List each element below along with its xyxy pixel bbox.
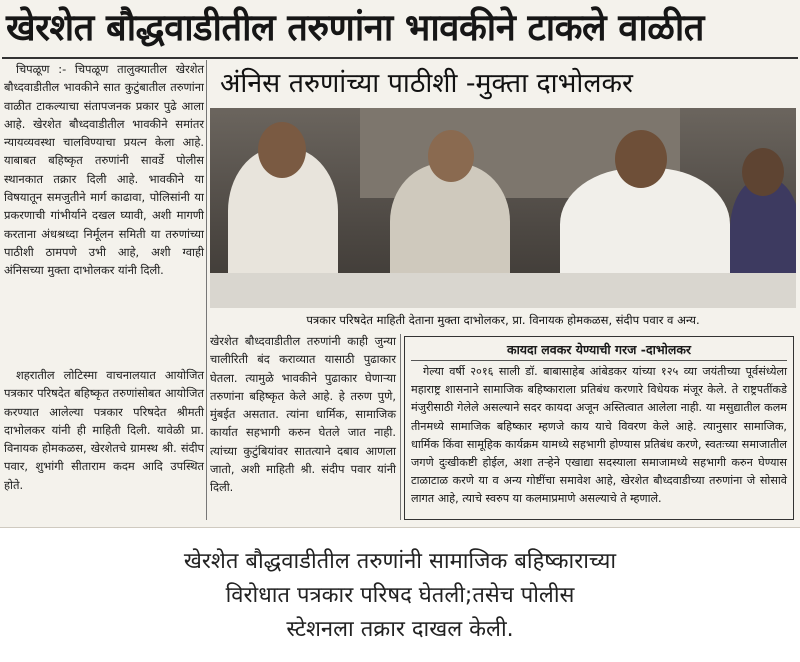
box-title: कायदा लवकर येण्याची गरज -दाभोलकर [411,340,787,361]
summary-line: विरोधात पत्रकार परिषद घेतली;तसेच पोलीस [225,583,575,608]
headline-rule [2,57,798,59]
summary-caption [0,530,800,662]
column-divider [400,334,401,520]
press-conference-photo [210,108,796,308]
subheadline: अंनिस तरुणांच्या पाठीशी -मुक्ता दाभोलकर [220,68,633,99]
left-column-continued [4,366,204,494]
summary-line: खेरशेत बौद्धवाडीतील तरुणांनी सामाजिक बहिष्काराच्या [183,549,617,574]
headline: खेरशेत बौद्धवाडीतील तरुणांना भावकीने टाकले वाळीत [6,6,704,49]
column-divider [206,60,207,520]
summary-line: स्टेशनला तक्रार दाखल केली. [286,617,514,642]
photo-caption: पत्रकार परिषदेत माहिती देताना मुक्ता दाभोलकर, प्रा. विनायक होमकळस, संदीप पवार व अन्य. [306,313,700,327]
left-column-paragraph: चिपळूण :- चिपळूण तालुक्यातील खेरशेत बौध्दवाडीतील भावकीने सात कुटुंबातील तरुणांना वाळीत टाकल्याचा संतापजनक प्रकार पुढे आला आहे. खेरशेत बौध्दवाडीतील भावकीने समांतर न्यायव्यवस्था चालविण्याचा प्रयत्न केला आहे. याबाबत बहिष्कृत तरुणांनी सावर्डे पोलीस स्थानकात तक्रार दिली आहे. भावकीने या विषयातून समजुतीने मार्ग काढावा, पोलिसांनी या प्रकरणाची गांभीर्याने दखल घ्यावी, अशी मागणी करताना अंधश्रध्दा निर्मूलन समिती या तरुणांच्या पाठीशी ठामपणे उभी आहे, अशी ग्वाही अंनिसच्या मुक्ता दाभोलकर यांनी दिली. [4,62,204,278]
left-column-paragraph: शहरातील लोटिस्मा वाचनालयात आयोजित पत्रकार परिषदेत बहिष्कृत तरुणांसोबत आयोजित करण्यात आलेल्या पत्रकार परिषदेत श्रीमती दाभोलकर यांनी ही माहिती दिली. यावेळी प्रा. विनायक होमकळस, खेरशेतचे ग्रामस्थ श्री. संदीप पवार, शुभांगी सीताराम कदम आदि उपस्थित होते. [4,368,204,492]
left-column [4,60,204,280]
middle-column-paragraph: खेरशेत बौध्दवाडीतील तरुणांनी काही जुन्या चालीरिती बंद कराव्यात यासाठी पुढाकार घेतला. त्यामुळे भावकीने पुढाकार घेणाऱ्या तरुणांना बहिष्कृत केले आहे. हे तरुण पुणे, मुंबईत असतात. त्यांना धार्मिक, सामाजिक कार्यात सहभागी करुन घेतले जात नाही. त्यांच्या कुटुंबियांवर सातत्याने दबाव आणला जातो, अशी माहिती श्री. संदीप पवार यांनी दिली. [210,334,396,495]
boxed-sidebar [404,336,794,520]
middle-column [210,332,396,497]
box-body: गेल्या वर्षी २०१६ साली डॉ. बाबासाहेब आंबेडकर यांच्या १२५ व्या जयंतीच्या पूर्वसंध्येला महाराष्ट्र शासनाने सामाजिक बहिष्काराला प्रतिबंध करणारे विधेयक मंजूर केले. ते राष्ट्रपतींकडे मंजुरीसाठी गेलेले असल्याने सदर कायदा अजून अस्तित्वात आलेला नाही. या मसुद्यातील कलम तीनमध्ये सामाजिक बहिष्कार म्हणजे काय याचे विवरण केले आहे. त्यानुसार सामाजिक, धार्मिक किंवा सामूहिक कार्यक्रम यामध्ये सहभागी होण्यास प्रतिबंध करणे, स्वतःच्या समाजातील जगणे दुःखीकष्टी होईल, अशा तऱ्हेने एखाद्या सदस्याला समाजामध्ये सहभागी करुन घेण्यास टाळाटाळ करणे या व अन्य गोष्टींचा समावेश आहे, खेरशेत बौध्दवाडीच्या तरुणांना जे सोसावे लागत आहे, त्याचे स्वरुप या कलमाप्रमाणे असल्याचे ते म्हणाले. [411,365,787,506]
